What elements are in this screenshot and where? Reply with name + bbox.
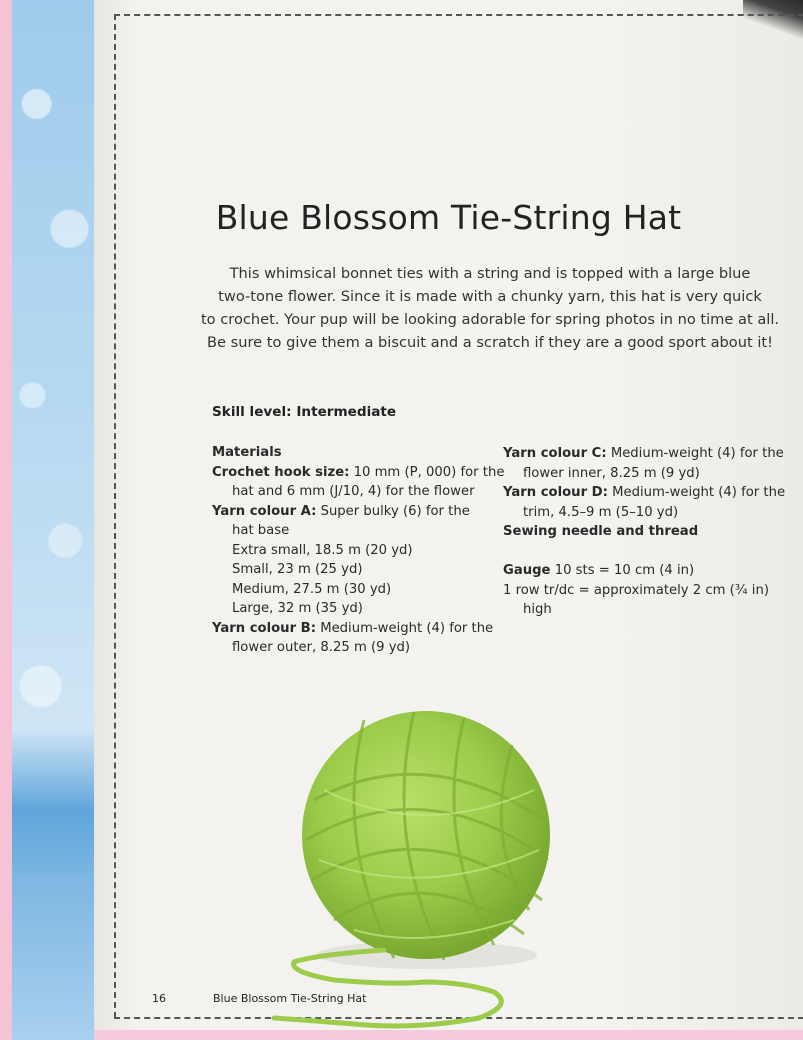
yarn-d-cont: trim, 4.5–9 m (5–10 yd) [523, 504, 679, 520]
hook-size-cont: hat and 6 mm (J/10, 4) for the flower [232, 484, 475, 499]
size-extra-small: Extra small, 18.5 m (20 yd) [232, 542, 413, 558]
intro-line: to crochet. Your pup will be looking adorable for spring photos in no time at all. [200, 311, 780, 328]
hook-size-label: Crochet hook size: [212, 464, 350, 480]
hook-size-value: 10 mm (P, 000) for the [349, 464, 505, 480]
page-number: 16 [152, 992, 166, 1005]
yarn-a-line [212, 502, 512, 522]
page-title: Blue Blossom Tie-String Hat [215, 198, 682, 237]
yarn-a-value: Super bulky (6) for the [316, 503, 470, 519]
yarn-a-label: Yarn colour A: [212, 503, 317, 519]
running-title: Blue Blossom Tie-String Hat [213, 992, 367, 1005]
yarn-d-label: Yarn colour D: [503, 485, 608, 500]
gauge-line [503, 561, 773, 581]
gauge-row: 1 row tr/dc = approximately 2 cm (¾ in) [503, 582, 769, 598]
facing-page-photo [12, 0, 94, 1040]
yarn-c-cont: flower inner, 8.25 m (9 yd) [523, 465, 700, 481]
intro-line: two-tone flower. Since it is made with a chunky yarn, this hat is very quick [218, 288, 762, 305]
yarn-b-cont: flower outer, 8.25 m (9 yd) [232, 640, 411, 655]
intro-line: Be sure to give them a biscuit and a scratch if they are a good sport about it! [207, 334, 773, 351]
dashed-border-top [114, 14, 803, 16]
yarn-c-value: Medium-weight (4) for the [606, 446, 784, 461]
materials-column-right [503, 444, 786, 620]
gauge-row-cont: high [523, 602, 552, 617]
sewing-needle: Sewing needle and thread [503, 524, 699, 539]
page-corner-shadow [743, 0, 803, 40]
size-small: Small, 23 m (25 yd) [232, 562, 363, 577]
yarn-c-label: Yarn colour C: [503, 446, 607, 461]
yarn-b-label: Yarn colour B: [212, 620, 316, 636]
hook-size-line [212, 463, 512, 483]
green-yarn-ball-image [194, 700, 574, 1030]
intro-paragraph [200, 262, 780, 354]
yarn-b-line [212, 619, 512, 639]
yarn-b-value: Medium-weight (4) for the [316, 620, 494, 636]
yarn-a-cont: hat base [232, 523, 290, 538]
book-page [94, 0, 803, 1030]
size-large: Large, 32 m (35 yd) [232, 601, 363, 616]
materials-column-left [212, 443, 512, 658]
skill-level: Skill level: Intermediate [212, 404, 397, 420]
materials-heading: Materials [212, 445, 282, 460]
yarn-d-value: Medium-weight (4) for the [607, 485, 786, 500]
gauge-label: Gauge [503, 563, 551, 578]
size-medium: Medium, 27.5 m (30 yd) [232, 581, 392, 597]
gauge-value: 10 sts = 10 cm (4 in) [550, 563, 695, 578]
yarn-d-line [503, 483, 786, 503]
dashed-border-left [114, 14, 116, 1018]
yarn-c-line [503, 444, 784, 464]
pink-edge [0, 0, 12, 1040]
intro-line: This whimsical bonnet ties with a string and is topped with a large blue [229, 265, 751, 282]
